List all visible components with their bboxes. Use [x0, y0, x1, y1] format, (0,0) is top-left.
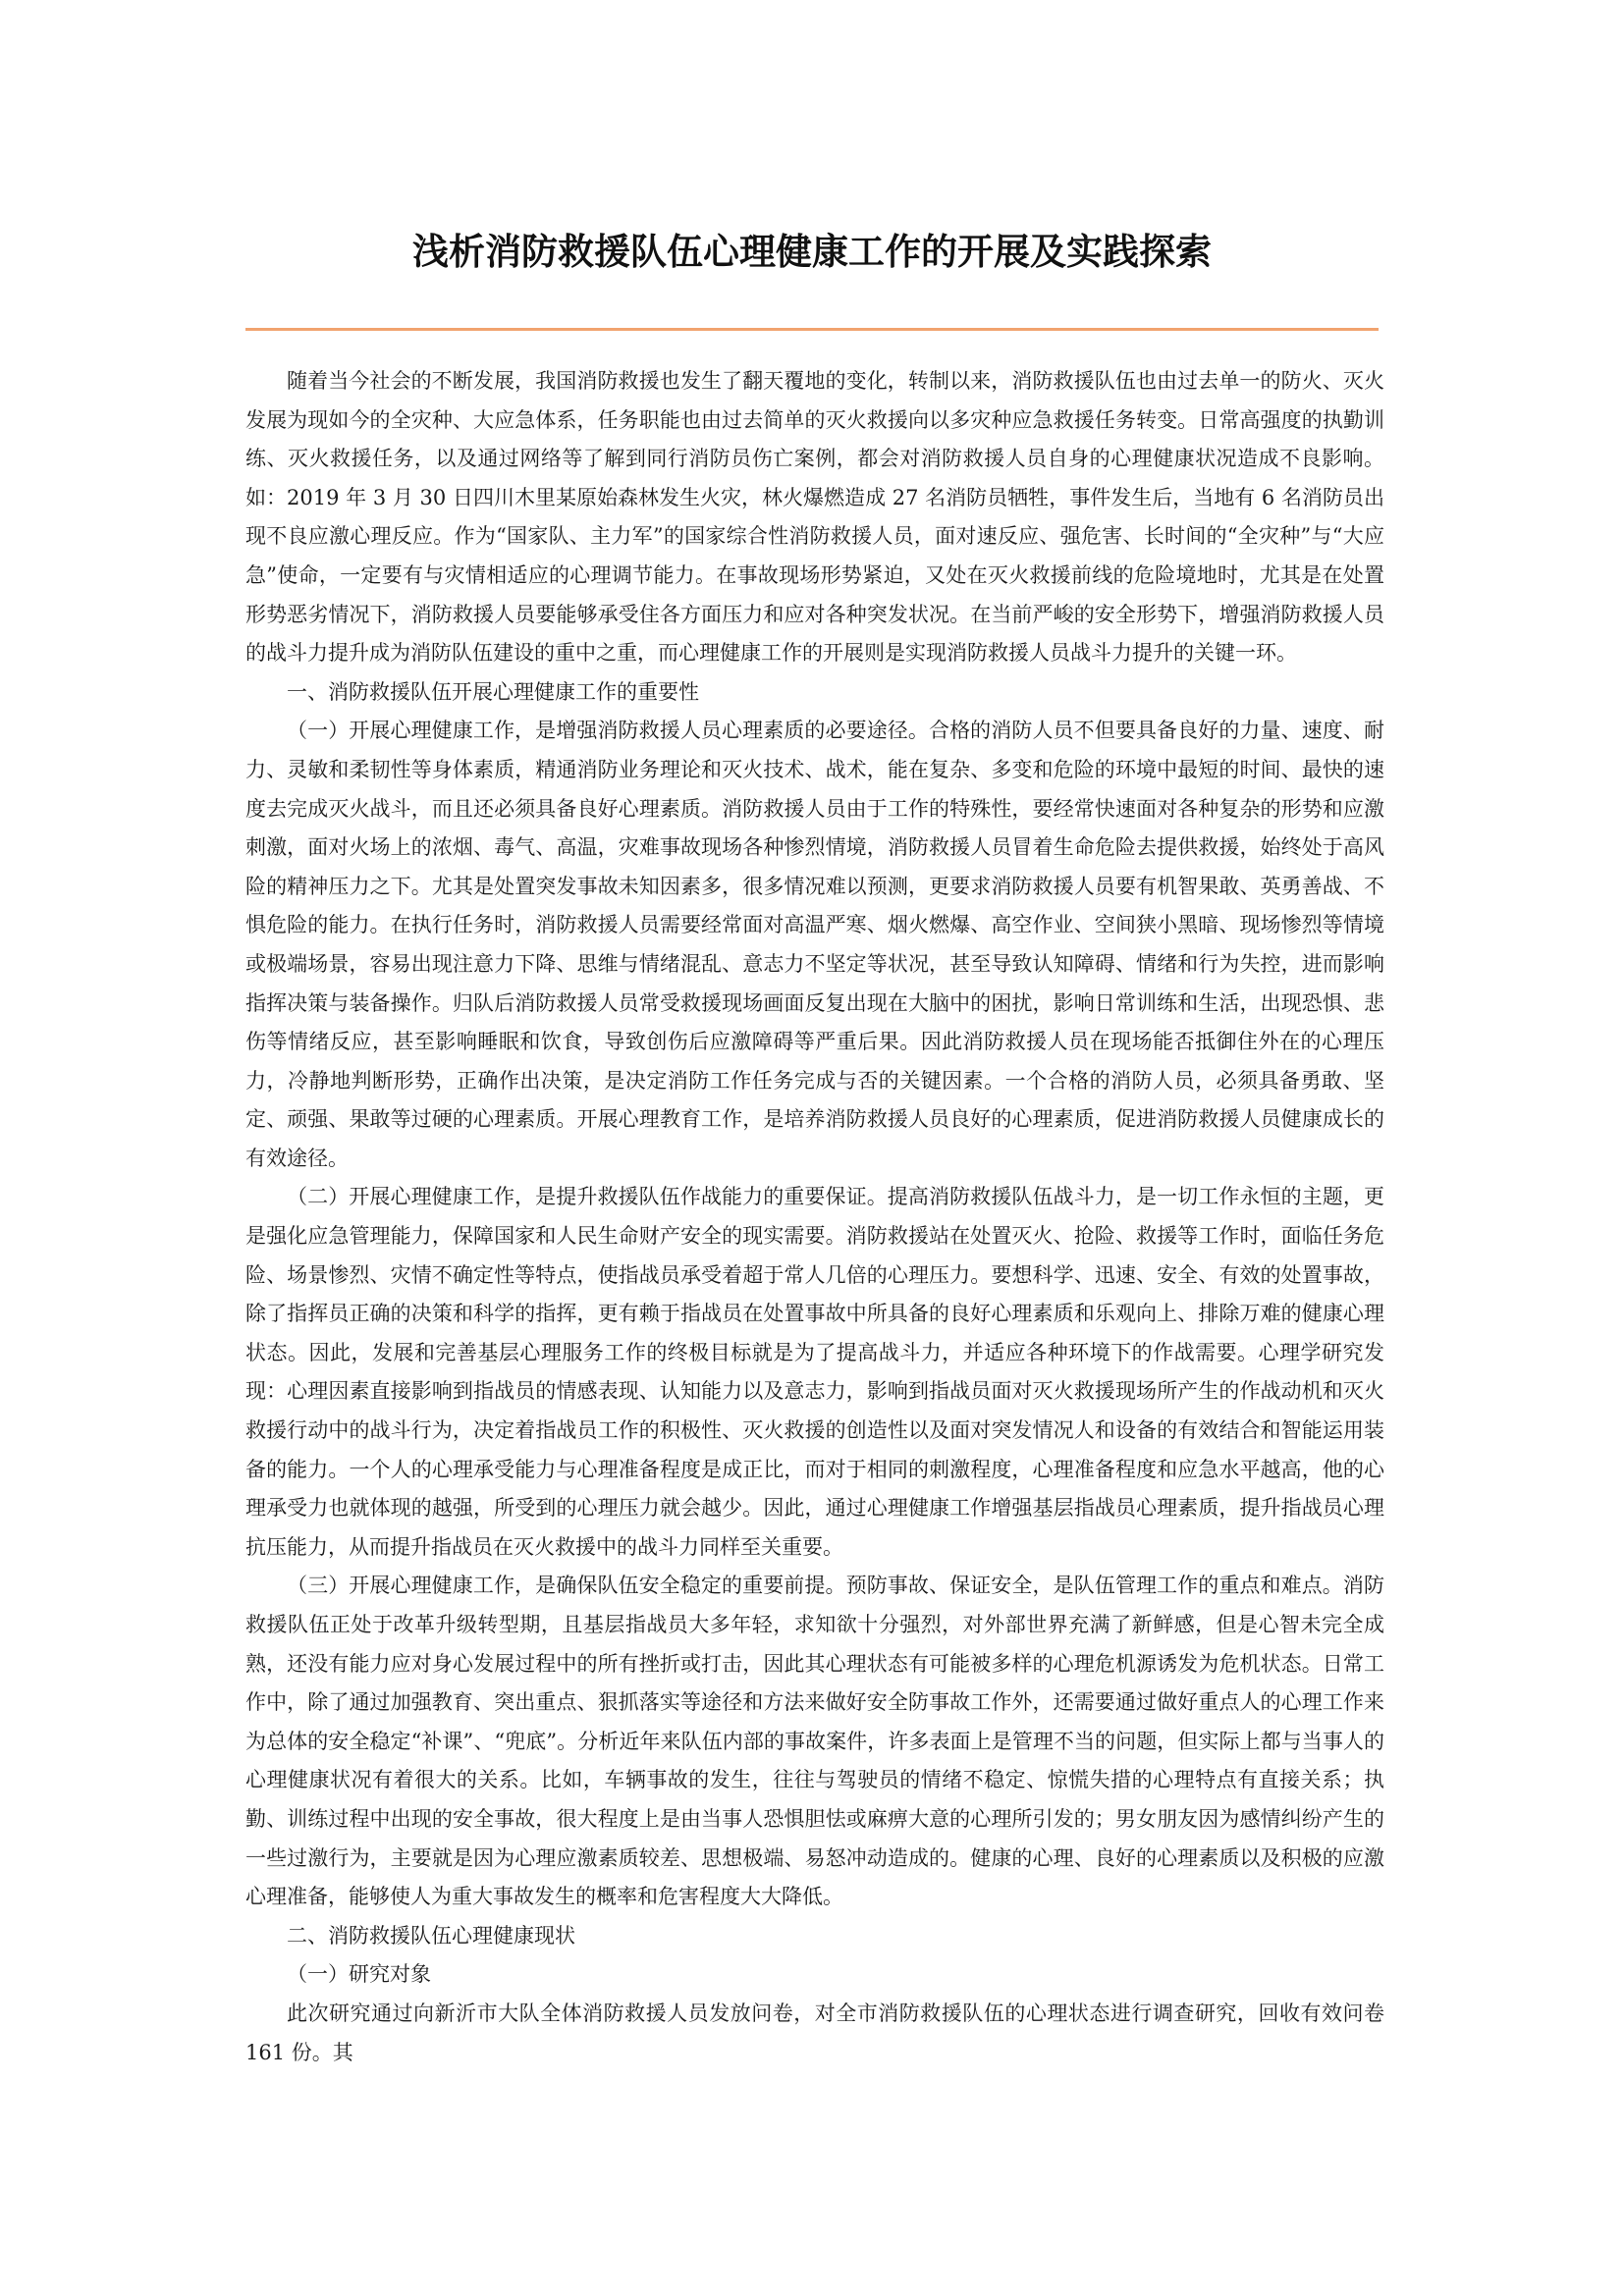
section-heading-2: 二、消防救援队伍心理健康现状 — [287, 1923, 575, 1948]
paragraph-1-1: （一）开展心理健康工作，是增强消防救援人员心理素质的必要途径。合格的消防人员不但要具备良好的力量、速度、耐力、灵敏和柔韧性等身体素质，精通消防业务理论和灭火技术、战术，能在复杂、多变和危险的环境中最短的时间、最快的速度去完成灭火战斗，而且还必须具备良好心理素质。消防救援人员由于工作的特殊性，要经常快速面对各种复杂的形势和应激刺激，面对火场上的浓烟、毒气、高温，灾难事故现场各种惨烈情境，消防救援人员冒着生命危险去提供救援，始终处于高风险的精神压力之下。尤其是处置突发事故未知因素多，很多情况难以预测，更要求消防救援人员要有机智果敢、英勇善战、不惧危险的能力。在执行任务时，消防救援人员需要经常面对高温严寒、烟火燃爆、高空作业、空间狭小黑暗、现场惨烈等情境或极端场景，容易出现注意力下降、思维与情绪混乱、意志力不坚定等状况，甚至导致认知障碍、情绪和行为失控，进而影响指挥决策与装备操作。归队后消防救援人员常受救援现场画面反复出现在大脑中的困扰，影响日常训练和生活，出现恐惧、悲伤等情绪反应，甚至影响睡眠和饮食，导致创伤后应激障碍等严重后果。因此消防救援人员在现场能否抵御住外在的心理压力，冷静地判断形势，正确作出决策，是决定消防工作任务完成与否的关键因素。一个合格的消防人员，必须具备勇敢、坚定、顽强、果敢等过硬的心理素质。开展心理教育工作，是培养消防救援人员良好的心理素质，促进消防救援人员健康成长的有效途径。 — [245, 719, 1384, 1170]
paragraph-2-1: 此次研究通过向新沂市大队全体消防救援人员发放问卷，对全市消防救援队伍的心理状态进行调查研究，回收有效问卷 161 份。其 — [245, 2001, 1384, 2064]
paragraph-1-3: （三）开展心理健康工作，是确保队伍安全稳定的重要前提。预防事故、保证安全，是队伍管理工作的重点和难点。消防救援队伍正处于改革升级转型期，且基层指战员大多年轻，求知欲十分强烈，对外部世界充满了新鲜感，但是心智未完全成熟，还没有能力应对身心发展过程中的所有挫折或打击，因此其心理状态有可能被多样的心理危机源诱发为危机状态。日常工作中，除了通过加强教育、突出重点、狠抓落实等途径和方法来做好安全防事故工作外，还需要通过做好重点人的心理工作来为总体的安全稳定“补课”、“兜底”。分析近年来队伍内部的事故案件，许多表面上是管理不当的问题，但实际上都与当事人的心理健康状况有着很大的关系。比如，车辆事故的发生，往往与驾驶员的情绪不稳定、惊慌失措的心理特点有直接关系；执勤、训练过程中出现的安全事故，很大程度上是由当事人恐惧胆怯或麻痹大意的心理所引发的；男女朋友因为感情纠纷产生的一些过激行为，主要就是因为心理应激素质较差、思想极端、易怒冲动造成的。健康的心理、良好的心理素质以及积极的应激心理准备，能够使人为重大事故发生的概率和危害程度大大降低。 — [245, 1574, 1384, 1909]
subsection-heading-2-1: （一）研究对象 — [287, 1962, 431, 1987]
document-body — [245, 362, 1384, 2072]
paragraph-1-2: （二）开展心理健康工作，是提升救援队伍作战能力的重要保证。提高消防救援队伍战斗力，是一切工作永恒的主题，更是强化应急管理能力，保障国家和人民生命财产安全的现实需要。消防救援站在处置灭火、抢险、救援等工作时，面临任务危险、场景惨烈、灾情不确定性等特点，使指战员承受着超于常人几倍的心理压力。要想科学、迅速、安全、有效的处置事故，除了指挥员正确的决策和科学的指挥，更有赖于指战员在处置事故中所具备的良好心理素质和乐观向上、排除万难的健康心理状态。因此，发展和完善基层心理服务工作的终极目标就是为了提高战斗力，并适应各种环境下的作战需要。心理学研究发现：心理因素直接影响到指战员的情感表现、认知能力以及意志力，影响到指战员面对灭火救援现场所产生的作战动机和灭火救援行动中的战斗行为，决定着指战员工作的积极性、灭火救援的创造性以及面对突发情况人和设备的有效结合和智能运用装备的能力。一个人的心理承受能力与心理准备程度是成正比，而对于相同的刺激程度，心理准备程度和应急水平越高，他的心理承受力也就体现的越强，所受到的心理压力就会越少。因此，通过心理健康工作增强基层指战员心理素质，提升指战员心理抗压能力，从而提升指战员在灭火救援中的战斗力同样至关重要。 — [245, 1185, 1384, 1559]
title-underline — [245, 328, 1379, 331]
paragraph-intro: 随着当今社会的不断发展，我国消防救援也发生了翻天覆地的变化，转制以来，消防救援队伍也由过去单一的防火、灭火发展为现如今的全灾种、大应急体系，任务职能也由过去简单的灭火救援向以多灾种应急救援任务转变。日常高强度的执勤训练、灭火救援任务，以及通过网络等了解到同行消防员伤亡案例，都会对消防救援人员自身的心理健康状况造成不良影响。如：2019 年 3 月 30 日四川木里某原始森林发生火灾，林火爆燃造成 27 名消防员牺牲，事件发生后，当地有 6 名消防员出现不良应激心理反应。作为“国家队、主力军”的国家综合性消防救援人员，面对速反应、强危害、长时间的“全灾种”与“大应急”使命，一定要有与灾情相适应的心理调节能力。在事故现场形势紧迫，又处在灭火救援前线的危险境地时，尤其是在处置形势恶劣情况下，消防救援人员要能够承受住各方面压力和应对各种突发状况。在当前严峻的安全形势下，增强消防救援人员的战斗力提升成为消防队伍建设的重中之重，而心理健康工作的开展则是实现消防救援人员战斗力提升的关键一环。 — [245, 369, 1384, 666]
section-heading-1: 一、消防救援队伍开展心理健康工作的重要性 — [287, 679, 699, 704]
document-title: 浅析消防救援队伍心理健康工作的开展及实践探索 — [412, 230, 1212, 273]
